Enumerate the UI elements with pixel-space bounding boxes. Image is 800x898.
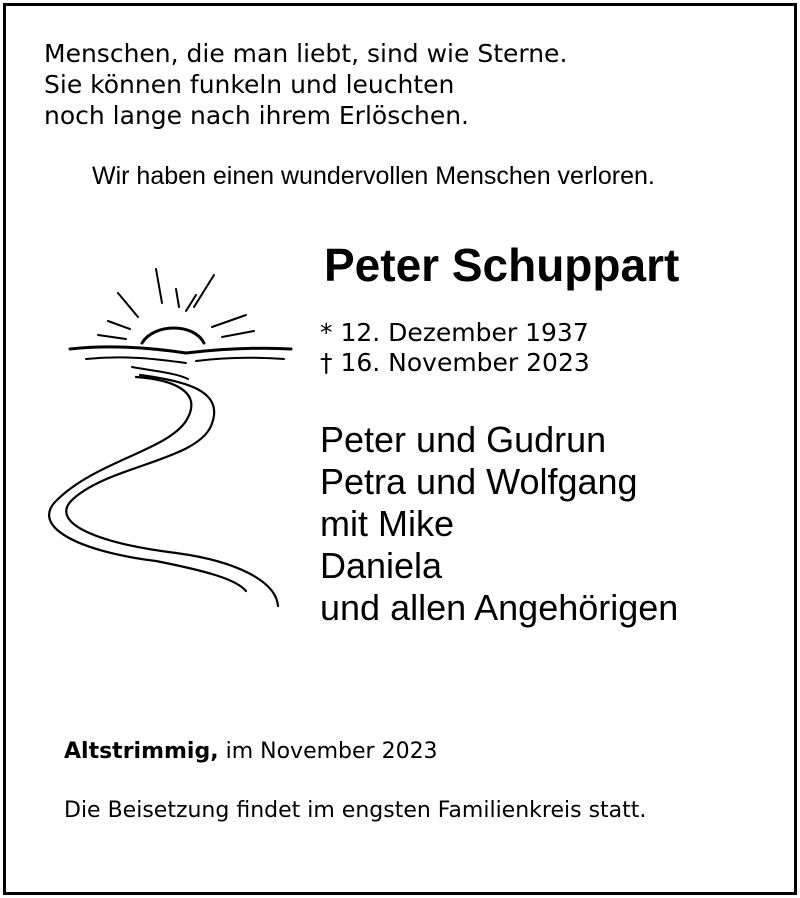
- mourner-line: mit Mike: [320, 503, 454, 544]
- death-date: † 16. November 2023: [320, 348, 590, 377]
- mourner-line: Peter und Gudrun: [320, 419, 607, 460]
- intro-text: Wir haben einen wundervollen Menschen verloren.: [92, 162, 655, 190]
- quote-line: Menschen, die man liebt, sind wie Sterne.: [44, 39, 568, 68]
- quote-block: [44, 38, 567, 131]
- sunset-road-icon: [36, 261, 306, 611]
- birth-date: * 12. Dezember 1937: [320, 318, 589, 347]
- mourners-list: [320, 419, 678, 629]
- mourner-line: und allen Angehörigen: [320, 587, 679, 628]
- quote-line: noch lange nach ihrem Erlöschen.: [44, 101, 469, 130]
- mourner-line: Daniela: [320, 545, 443, 586]
- funeral-note: Die Beisetzung findet im engsten Familienkreis statt.: [64, 798, 647, 823]
- obituary-frame: [3, 3, 797, 895]
- mourner-line: Petra und Wolfgang: [320, 461, 638, 502]
- deceased-name: Peter Schuppart: [324, 239, 680, 291]
- place-date-line: [64, 739, 438, 764]
- publication-date: im November 2023: [225, 739, 438, 764]
- life-dates: [320, 318, 590, 378]
- quote-line: Sie können funkeln und leuchten: [44, 70, 455, 99]
- town-name: Altstrimmig,: [64, 739, 219, 764]
